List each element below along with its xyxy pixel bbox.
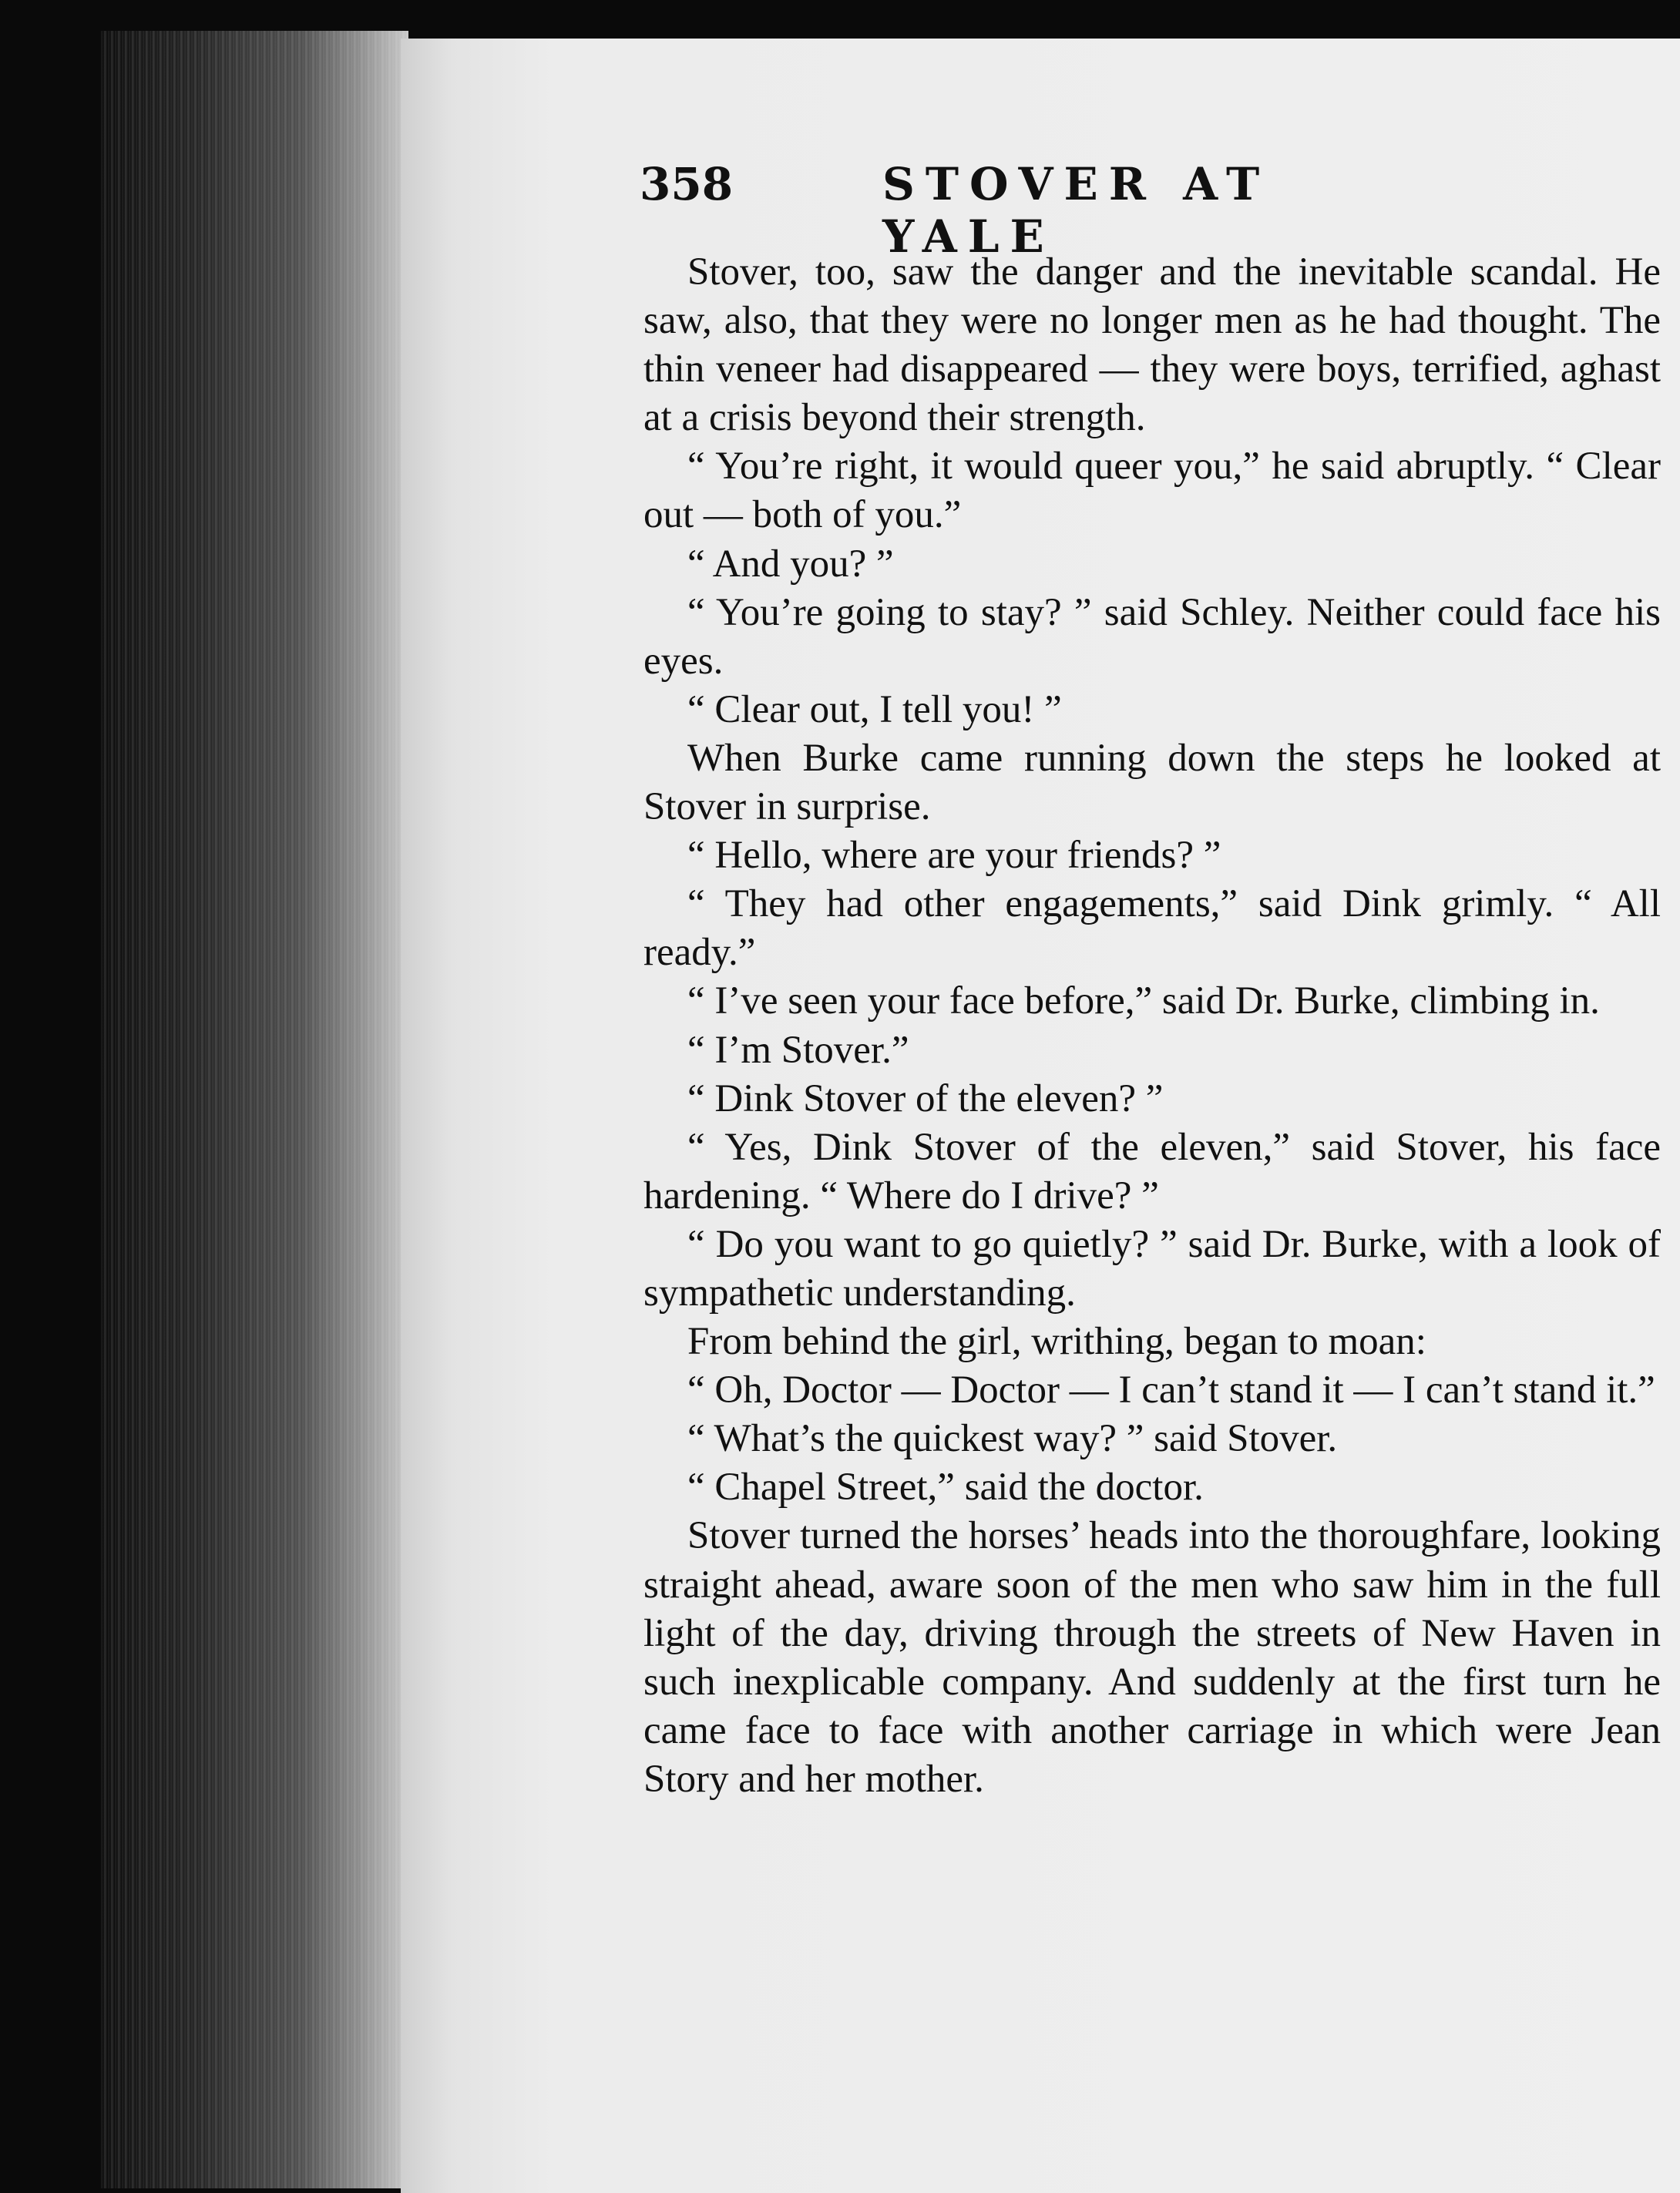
page-number: 358: [640, 158, 734, 210]
paragraph: “ Hello, where are your friends? ”: [687, 834, 1221, 878]
paragraph: “ Clear out, I tell you! ”: [687, 687, 1062, 731]
paragraph: “ Dink Stover of the eleven? ”: [687, 1076, 1164, 1120]
paragraph: When Burke came running down the steps he looked at Stover in surprise.: [643, 736, 1661, 829]
body-text: [643, 248, 1661, 1804]
paragraph: “ Yes, Dink Stover of the eleven,” said Stover, his face hardening. “ Where do I drive? ”: [643, 1125, 1661, 1217]
paragraph: “ I’m Stover.”: [687, 1028, 909, 1072]
paragraph: “ You’re right, it would queer you,” he said abruptly. “ Clear out — both of you.”: [643, 445, 1661, 537]
running-head: [640, 158, 1441, 263]
paragraph: “ And you? ”: [687, 542, 894, 586]
paragraph: “ They had other engagements,” said Dink grimly. “ All ready.”: [643, 882, 1661, 975]
paragraph: “ You’re going to stay? ” said Schley. Neither could face his eyes.: [643, 590, 1661, 683]
paragraph: “ Chapel Street,” said the doctor.: [687, 1466, 1204, 1510]
paragraph: “ What’s the quickest way? ” said Stover.: [687, 1417, 1338, 1461]
book-title: STOVER AT YALE: [882, 158, 1271, 263]
paragraph: Stover turned the horses’ heads into the thoroughfare, looking straight ahead, aware soon of the men who saw him in the full light of the day, driving through the streets of New Haven in such inexplicable company. And suddenly at the first turn he came face to face with another carriage in which were Jean Story and her mother.: [643, 1514, 1661, 1801]
paragraph: From behind the girl, writhing, began to moan:: [687, 1320, 1426, 1364]
paragraph: “ I’ve seen your face before,” said Dr. Burke, climbing in.: [687, 979, 1600, 1023]
paragraph: “ Do you want to go quietly? ” said Dr. Burke, with a look of sympathetic understanding.: [643, 1222, 1661, 1315]
page-edges: [100, 31, 408, 2188]
paragraph: Stover, too, saw the danger and the inevitable scandal. He saw, also, that they were no longer men as he had thought. The thin veneer had disappeared — they were boys, terrified, aghast at a crisis beyond their strength.: [643, 250, 1661, 440]
paragraph: “ Oh, Doctor — Doctor — I can’t stand it — I can’t stand it.”: [687, 1369, 1655, 1412]
